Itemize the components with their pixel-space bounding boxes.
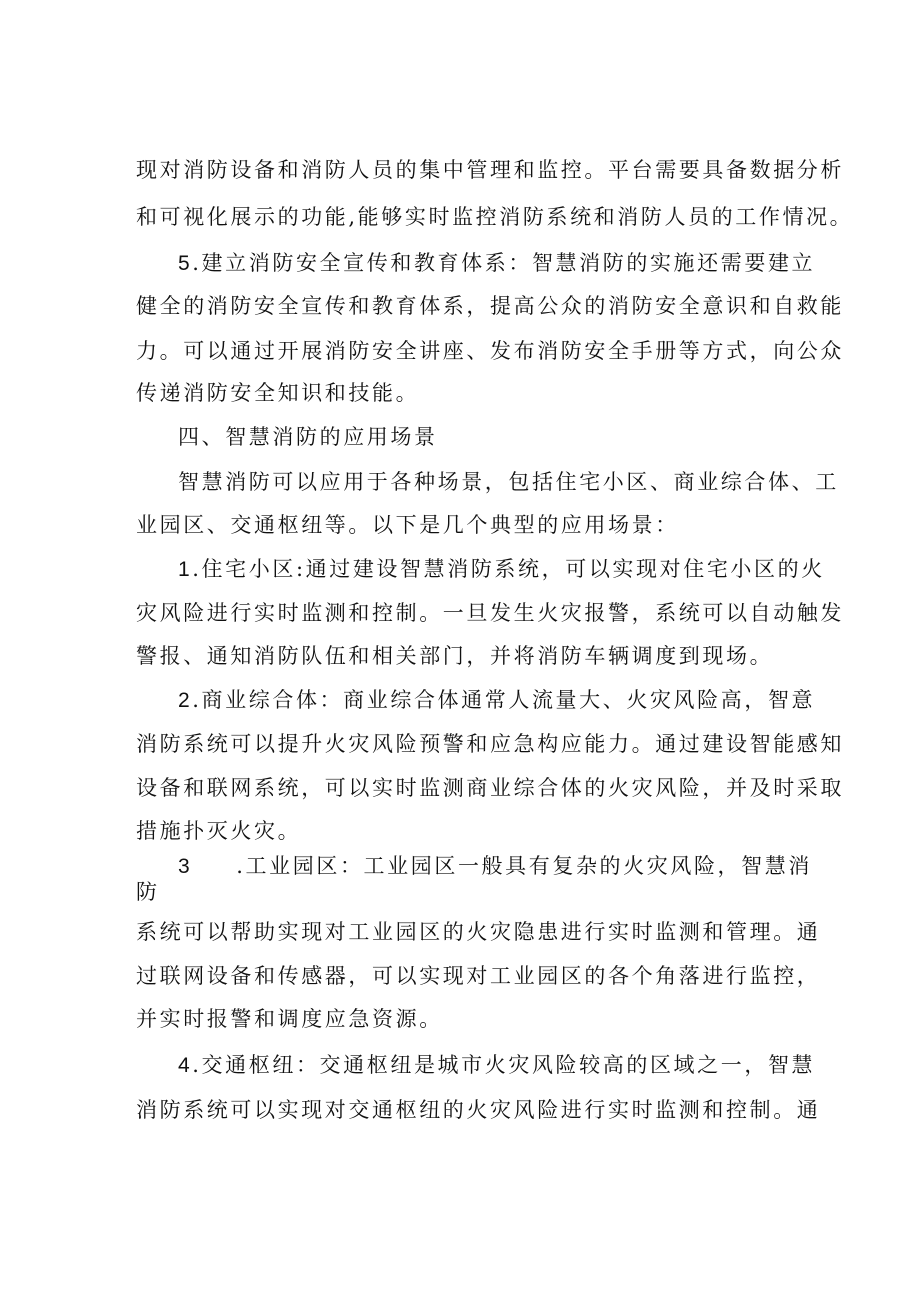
paragraph-line: 力。可以通过开展消防安全讲座、发布消防安全手册等方式，向公众 [136,339,844,363]
list-number: 5 [178,252,193,275]
section-heading: 四、智慧消防的应用场景 [178,425,438,449]
paragraph-line: 业园区、交通枢纽等。以下是几个典型的应用场景： [136,513,679,537]
paragraph-line: 灾风险进行实时监测和控制。一旦发生火灾报警，系统可以自动触发 [136,601,844,625]
list-number: 3 [178,855,193,878]
paragraph-line: 传递消防安全知识和技能。 [136,381,420,405]
paragraph-line: 系统可以帮助实现对工业园区的火灾隐患进行实时监测和管理。通 [136,920,821,944]
paragraph-line: 消防系统可以实现对交通枢纽的火灾风险进行实时监测和控制。通 [136,1098,821,1122]
paragraph-line: 和可视化展示的功能,能够实时监控消防系统和消防人员的工作情况。 [136,205,854,229]
list-item-1-line [178,554,825,585]
list-item-text: .建立消防安全宣传和教育体系：智慧消防的实施还需要建立 [192,251,816,275]
list-item-text: .工业园区：工业园区一般具有复杂的火灾风险，智慧消 [236,854,812,878]
paragraph-line: 措施扑灭火灾。 [136,819,302,843]
list-item-text: .商业综合体：商业综合体通常人流量大、火灾风险高，智意 [192,688,816,712]
paragraph-line: 现对消防设备和消防人员的集中管理和监控。平台需要具备数据分析 [136,158,844,182]
list-item-5-line [178,248,815,279]
paragraph-line: 智慧消防可以应用于各种场景，包括住宅小区、商业综合体、工 [178,470,839,494]
paragraph-line: 并实时报警和调度应急资源。 [136,1007,443,1031]
list-item-2-line [178,685,815,716]
paragraph-line: 防 [136,880,160,904]
list-item-3-line [178,851,812,882]
list-item-4-line [178,1050,815,1081]
paragraph-line: 警报、通知消防队伍和相关部门，并将消防车辆调度到现场。 [136,644,774,668]
list-number: 2 [178,689,193,712]
list-number: 4 [178,1054,193,1077]
list-number: 1 [178,558,193,581]
paragraph-line: 消防系统可以提升火灾风险预警和应急构应能力。通过建设智能感知 [136,732,844,756]
paragraph-line: 设备和联网系统，可以实时监测商业综合体的火灾风险，并及时采取 [136,776,844,800]
paragraph-line: 过联网设备和传感器，可以实现对工业园区的各个角落进行监控， [136,964,821,988]
list-item-text: .住宅小区:通过建设智慧消防系统，可以实现对住宅小区的火 [192,557,825,581]
paragraph-line: 健全的消防安全宣传和教育体系，提高公众的消防安全意识和自救能 [136,294,844,318]
list-item-text: .交通枢纽：交通枢纽是城市火灾风险较高的区域之一，智慧 [192,1053,816,1077]
